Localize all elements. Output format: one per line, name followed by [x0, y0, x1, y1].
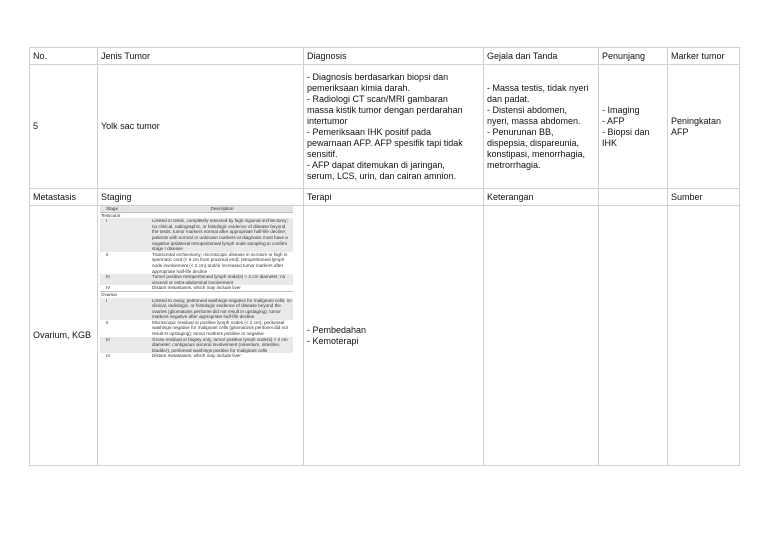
- cell-sumber: [668, 206, 740, 466]
- diagnosis-line: - Diagnosis berdasarkan biopsi dan: [307, 71, 449, 82]
- data-row-1: [30, 65, 740, 189]
- ovarian-label: Ovarian: [100, 291, 293, 297]
- penunjang-lines: [602, 105, 664, 149]
- testicular-label: Testicular: [100, 212, 293, 218]
- staging-table: [100, 206, 293, 359]
- penunjang-line: - Biopsi dan: [602, 126, 650, 137]
- cell-penunjang: [599, 65, 668, 189]
- staging-row: [100, 337, 293, 354]
- staging-image-table: [100, 206, 290, 359]
- staging-row: [100, 252, 293, 274]
- stage-desc: Microscopic residual or positive lymph nodes (< 2 cm); peritoneal washings negative for malignant cells (gliomatosis peritonei did not result in upstaging); tumor markers positive or negative: [152, 319, 288, 337]
- cell-empty: [599, 206, 668, 466]
- header-no: No.: [30, 48, 98, 65]
- cell-keterangan: [484, 206, 599, 466]
- staging-row: [100, 218, 293, 252]
- penunjang-line: - Imaging: [602, 104, 640, 115]
- diagnosis-line: pewarnaan AFP. AFP spesifik tapi tidak: [307, 137, 463, 148]
- header-jenis-tumor: Jenis Tumor: [98, 48, 304, 65]
- diagnosis-line: - AFP dapat ditemukan di jaringan,: [307, 159, 445, 170]
- header-row-1: [30, 48, 740, 65]
- stage-desc: Distant metastases, which may include liver: [152, 285, 241, 291]
- marker-lines: [671, 116, 736, 138]
- diagnosis-line: - Pemeriksaan IHK positif pada: [307, 126, 432, 137]
- header-staging: Staging: [98, 189, 304, 206]
- marker-line: Peningkatan: [671, 115, 722, 126]
- stage-label: III: [100, 274, 151, 285]
- diagnosis-line: serum, LCS, urin, dan cairan amnion.: [307, 170, 457, 181]
- cell-marker-tumor: [668, 65, 740, 189]
- header-row-2: [30, 189, 740, 206]
- staging-row: [100, 320, 293, 337]
- gejala-line: - Massa testis, tidak nyeri: [487, 82, 589, 93]
- penunjang-line: IHK: [602, 137, 618, 148]
- cell-terapi: [304, 206, 484, 466]
- gejala-line: dan padat.: [487, 93, 530, 104]
- stage-label: III: [100, 337, 151, 354]
- cell-diagnosis: [304, 65, 484, 189]
- cell-gejala: [484, 65, 599, 189]
- header-marker-tumor: Marker tumor: [668, 48, 740, 65]
- header-sumber: Sumber: [668, 189, 740, 206]
- stage-label: II: [106, 319, 109, 325]
- gejala-line: metrorrhagia.: [487, 159, 541, 170]
- header-diagnosis: Diagnosis: [304, 48, 484, 65]
- stage-desc: Limited to ovary, peritoneal washings negative for malignant cells; no clinical, radiologic, or histologic evidence of disease beyond the ovaries (gliomatosis peritonei did not result in upstaging); tumor markers negative after appropriate half-life decline: [152, 297, 292, 320]
- tumor-summary-table: [29, 47, 740, 466]
- gejala-line: nyeri, massa abdomen.: [487, 115, 581, 126]
- marker-line: AFP: [671, 126, 689, 137]
- header-penunjang: Penunjang: [599, 48, 668, 65]
- diagnosis-line: sensitif.: [307, 148, 338, 159]
- stage-desc: Gross residual or biopsy only, tumor positive lymph node(s) > 2 cm diameter; contiguous visceral involvement (omentum, intestine, bladder); peritoneal washings positive for malignant cells: [151, 337, 293, 354]
- staging-row: [100, 298, 293, 320]
- stage-label: IV: [106, 353, 111, 359]
- diagnosis-line: pemeriksaan kimia darah.: [307, 82, 411, 93]
- staging-row: [100, 274, 293, 285]
- staging-col-stage: Stage: [100, 206, 151, 212]
- data-row-2: [30, 206, 740, 466]
- stage-desc: Distant metastases, which may include liver: [152, 353, 241, 359]
- stage-label: II: [106, 251, 109, 257]
- terapi-line: - Pembedahan: [307, 324, 367, 335]
- gejala-line: - Distensi abdomen,: [487, 104, 568, 115]
- stage-desc: Transcrotal orchiectomy; microscopic disease in scrotum or high in spermatic cord (< 5 cm from proximal end); retroperitoneal lymph node involvement (< 2 cm) and/or increased tumor markers after appropriate half-life decline: [152, 251, 288, 274]
- cell-metastasis: Ovarium, KGB: [30, 206, 98, 466]
- gejala-lines: [487, 83, 595, 171]
- staging-col-desc: Description: [151, 206, 293, 212]
- stage-desc: Tumor positive retroperitoneal lymph node(s) > 2 cm diameter; no visceral or extra-abdominal involvement: [151, 274, 293, 285]
- stage-label: I: [100, 218, 151, 252]
- cell-staging: [98, 206, 304, 466]
- terapi-lines: [307, 325, 480, 347]
- staging-row: [100, 353, 293, 359]
- header-terapi: Terapi: [304, 189, 484, 206]
- diagnosis-line: - Radiologi CT scan/MRI gambaran: [307, 93, 448, 104]
- diagnosis-line: intertumor: [307, 115, 348, 126]
- cell-jenis-tumor: Yolk sac tumor: [98, 65, 304, 189]
- penunjang-line: - AFP: [602, 115, 625, 126]
- diagnosis-line: massa kistik tumor dengan perdarahan: [307, 104, 463, 115]
- header-keterangan: Keterangan: [484, 189, 599, 206]
- gejala-line: dispepsia, dispareunia,: [487, 137, 580, 148]
- cell-no: 5: [30, 65, 98, 189]
- header-gejala: Gejala dan Tanda: [484, 48, 599, 65]
- header-metastasis: Metastasis: [30, 189, 98, 206]
- stage-desc: Limited to testis, completely resected by high inguinal orchiectomy; no clinical, radiographic, or histologic evidence of disease beyond the testis; tumor markers normal after appropriate half-life decline; patients with normal or unknown markers at diagnosis must have a negative ipsilateral retroperitoneal lymph node sampling to confirm stage I disease: [151, 218, 293, 252]
- stage-label: I: [100, 298, 151, 320]
- diagnosis-lines: [307, 72, 480, 182]
- stage-label: IV: [106, 285, 111, 291]
- terapi-line: - Kemoterapi: [307, 335, 359, 346]
- gejala-line: - Penurunan BB,: [487, 126, 554, 137]
- gejala-line: konstipasi, menorrhagia,: [487, 148, 586, 159]
- header-empty: [599, 189, 668, 206]
